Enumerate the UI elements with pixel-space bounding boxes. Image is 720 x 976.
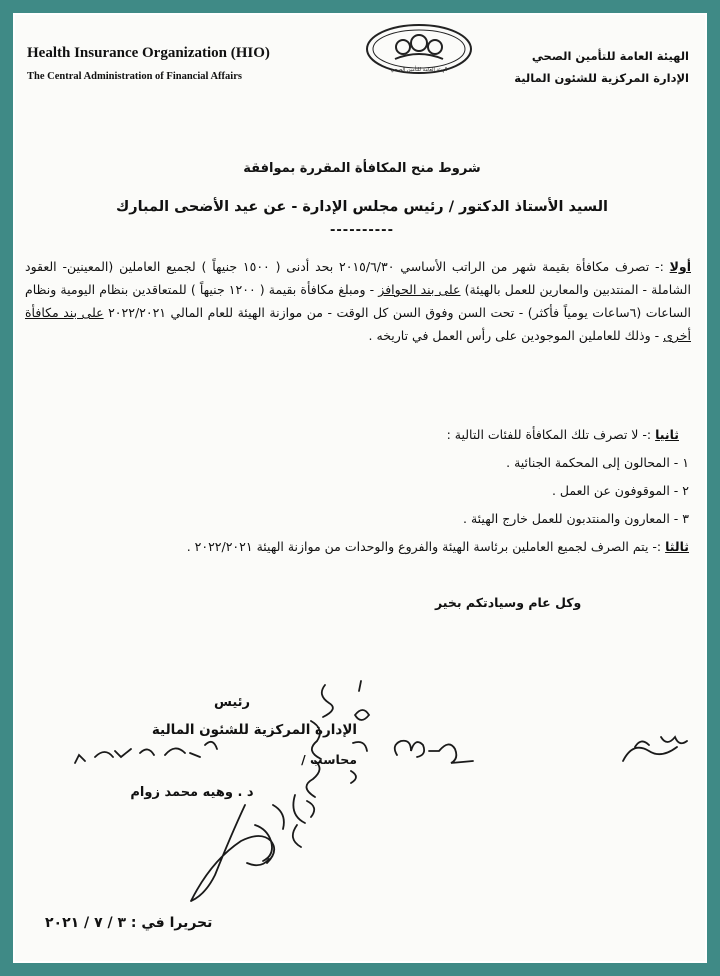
document-page xyxy=(13,13,707,963)
dept-name-en: The Central Administration of Financial Affairs xyxy=(27,71,242,82)
other-bonus-clause: على بند مكافأة أخرى xyxy=(25,305,691,343)
paragraph-third-text: :- يتم الصرف لجميع العاملين برئاسة الهيئة والفروع والوحدات من موازنة الهيئة ٢٠٢٢/٢٠٢١ . xyxy=(186,539,662,554)
document-subtitle: السيد الأستاذ الدكتور / رئيس مجلس الإدارة - عن عيد الأضحى المبارك xyxy=(115,199,609,215)
title-rule: ---------- xyxy=(330,223,394,238)
signatory-title: رئيس xyxy=(213,695,251,710)
paragraph-label-third: ثالثا xyxy=(665,539,689,554)
paragraph-first-text-a: :- تصرف مكافأة بقيمة شهر من الراتب الأساسي ٢٠١٥/٦/٣٠ بحد أدنى ( ١٥٠٠ جنيهاً ) لجميع العاملين (المعينين- العقود الشاملة - المنتدبين والمعارين للعمل بالهيئة) xyxy=(25,259,691,297)
paragraph-label-first: أولا xyxy=(669,259,691,274)
dept-name-ar: الإدارة المركزية للشئون المالية xyxy=(514,71,689,85)
paragraph-label-second: ثانيا xyxy=(655,427,679,442)
incentives-clause: على بند الحوافز xyxy=(378,282,461,297)
svg-text:الهيئة العامة للتأمين الصحي: الهيئة العامة للتأمين الصحي xyxy=(390,67,448,73)
issue-date: تحريرا في : ٣ / ٧ / ٢٠٢١ xyxy=(45,915,213,931)
org-name-en: Health Insurance Organization (HIO) xyxy=(27,45,270,61)
signatory-dept: الإدارة المركزية للشئون المالية xyxy=(151,722,357,738)
handwritten-signatures xyxy=(15,15,707,963)
signatory-name: د . وهيه محمد زوام xyxy=(130,785,254,800)
list-item: ١ - المحالون إلى المحكمة الجنائية . xyxy=(506,455,689,470)
paragraph-first-text-c: - وذلك للعاملين الموجودين على رأس العمل في تاريخه . xyxy=(368,328,660,343)
closing-greeting: وكل عام وسيادتكم بخير xyxy=(435,595,582,610)
accountant-label: محاسب / xyxy=(301,752,357,767)
paragraph-second-text: :- لا تصرف تلك المكافأة للفئات التالية : xyxy=(446,427,652,442)
document-title: شروط منح المكافأة المقررة بموافقة xyxy=(243,161,481,176)
org-name-ar: الهيئة العامة للتأمين الصحي xyxy=(531,49,689,63)
list-item: ٣ - المعارون والمنتدبون للعمل خارج الهيئة . xyxy=(463,511,689,526)
list-item: ٢ - الموقوفون عن العمل . xyxy=(551,483,689,498)
paragraph-first-text-b: - ومبلغ مكافأة بقيمة ( ١٢٠٠ جنيهاً ) للمتعاقدين بنظام اليومية ونظام الساعات (٦ساعات يومياً فأكثر) - تحت السن وفوق السن كل الوقت - من موازنة الهيئة للعام المالي ٢٠٢٢/٢٠٢١ xyxy=(25,282,691,320)
